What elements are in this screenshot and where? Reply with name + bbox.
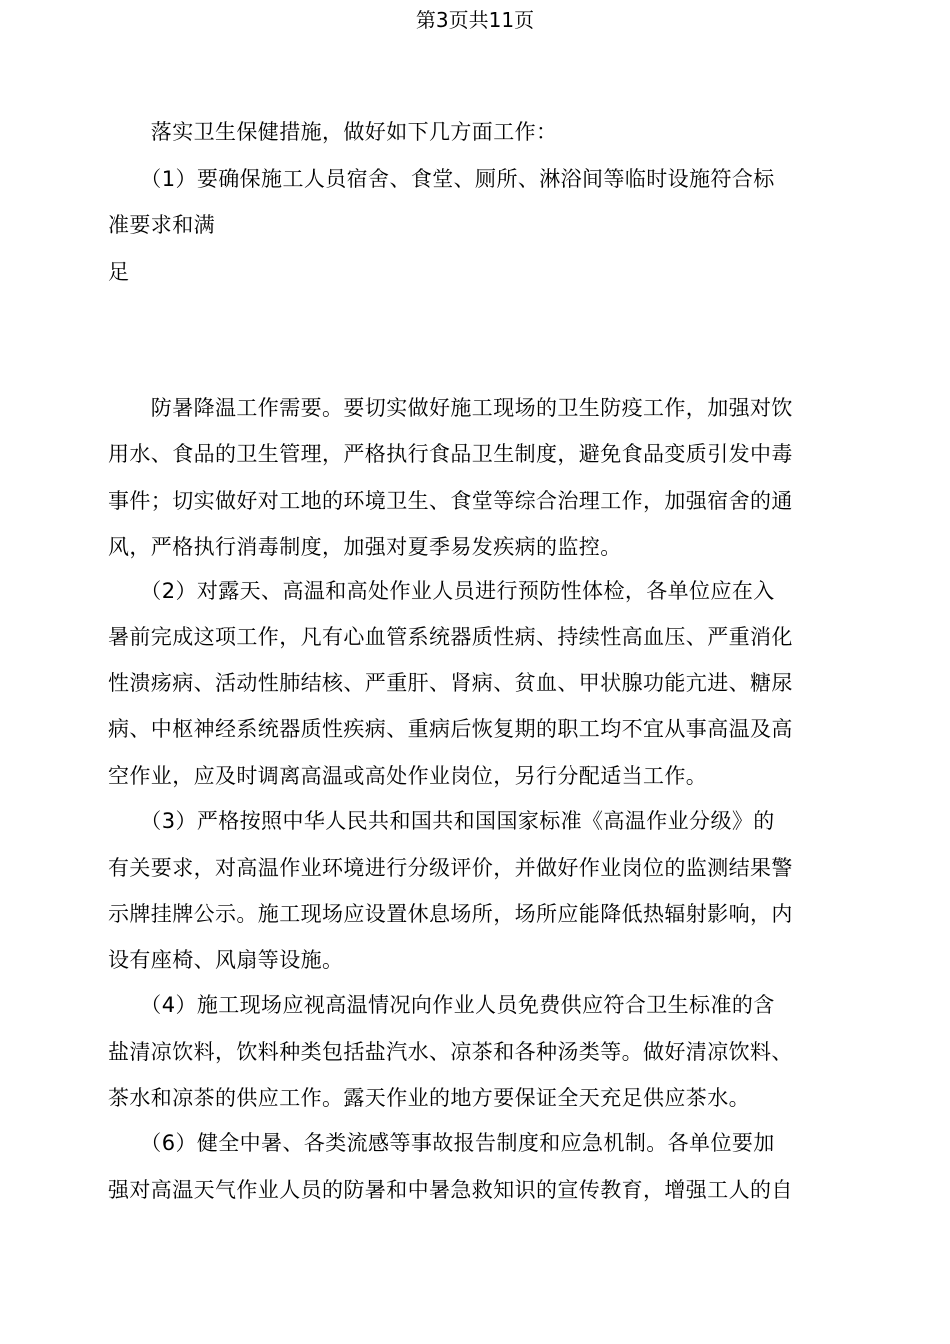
text-line: （2）对露天、高温和高处作业人员进行预防性体检，各单位应在入 bbox=[108, 579, 775, 603]
text-line: （1）要确保施工人员宿舍、食堂、厕所、淋浴间等临时设施符合标 bbox=[108, 167, 775, 191]
text-line: 强对高温天气作业人员的防暑和中暑急救知识的宣传教育，增强工人的自 bbox=[108, 1178, 793, 1202]
text-line: （3）严格按照中华人民共和国共和国国家标准《高温作业分级》的 bbox=[108, 809, 775, 833]
text-line: 性溃疡病、活动性肺结核、严重肝、肾病、贫血、甲状腺功能亢进、糖尿 bbox=[108, 671, 793, 695]
text-line: 事件；切实做好对工地的环境卫生、食堂等综合治理工作，加强宿舍的通 bbox=[108, 489, 793, 513]
text-line: 防暑降温工作需要。要切实做好施工现场的卫生防疫工作，加强对饮 bbox=[108, 396, 793, 420]
text-line: 设有座椅、风扇等设施。 bbox=[108, 948, 344, 972]
text-line: 落实卫生保健措施，做好如下几方面工作： bbox=[108, 120, 558, 144]
text-line: 示牌挂牌公示。施工现场应设置休息场所，场所应能降低热辐射影响，内 bbox=[108, 902, 793, 926]
text-line: 有关要求，对高温作业环境进行分级评价，并做好作业岗位的监测结果警 bbox=[108, 856, 793, 880]
text-line: （6）健全中暑、各类流感等事故报告制度和应急机制。各单位要加 bbox=[108, 1131, 775, 1155]
text-line: （4）施工现场应视高温情况向作业人员免费供应符合卫生标准的含 bbox=[108, 993, 775, 1017]
text-line: 暑前完成这项工作，凡有心血管系统器质性病、持续性高血压、严重消化 bbox=[108, 625, 793, 649]
text-line: 风，严格执行消毒制度，加强对夏季易发疾病的监控。 bbox=[108, 535, 622, 559]
text-line: 用水、食品的卫生管理，严格执行食品卫生制度，避免食品变质引发中毒 bbox=[108, 442, 793, 466]
text-line: 准要求和满 bbox=[108, 213, 215, 237]
text-line: 足 bbox=[108, 260, 130, 284]
text-line: 病、中枢神经系统器质性疾病、重病后恢复期的职工均不宜从事高温及高 bbox=[108, 717, 793, 741]
text-line: 茶水和凉茶的供应工作。露天作业的地方要保证全天充足供应茶水。 bbox=[108, 1086, 750, 1110]
text-line: 盐清凉饮料，饮料种类包括盐汽水、凉茶和各种汤类等。做好清凉饮料、 bbox=[108, 1040, 793, 1064]
text-line: 空作业，应及时调离高温或高处作业岗位，另行分配适当工作。 bbox=[108, 764, 708, 788]
page-header: 第3页共11页 bbox=[415, 8, 535, 32]
